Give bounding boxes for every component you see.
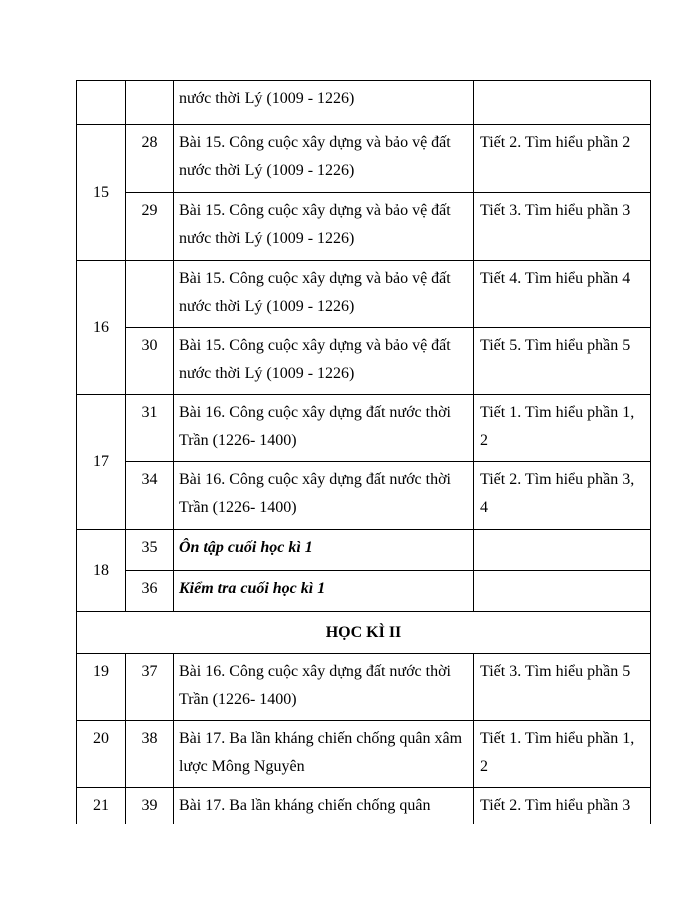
table-row [77,530,651,571]
table-row [77,571,651,612]
note-cell: Tiết 3. Tìm hiểu phần 3 [474,193,651,261]
week-cell: 15 [77,125,126,261]
note-cell [474,571,651,612]
period-cell: 34 [126,462,174,530]
note-cell [474,530,651,571]
note-cell: Tiết 2. Tìm hiểu phần 3, 4 [474,462,651,530]
lesson-cell: Bài 16. Công cuộc xây dựng đất nước thời Trần (1226- 1400) [174,654,474,721]
note-cell: Tiết 2. Tìm hiểu phần 3 [474,788,651,825]
period-cell: 36 [126,571,174,612]
note-cell: Tiết 1. Tìm hiểu phần 1, 2 [474,721,651,788]
table-row [77,654,651,721]
week-cell: 21 [77,788,126,825]
period-cell: 29 [126,193,174,261]
lesson-cell: Bài 15. Công cuộc xây dựng và bảo vệ đất nước thời Lý (1009 - 1226) [174,193,474,261]
note-cell: Tiết 2. Tìm hiểu phần 2 [474,125,651,193]
period-cell [126,261,174,328]
section-heading: HỌC KÌ II [77,612,651,654]
week-cell: 16 [77,261,126,395]
lesson-cell: Bài 17. Ba lần kháng chiến chống quân xâm lược Mông Nguyên [174,721,474,788]
week-cell: 18 [77,530,126,612]
period-cell: 39 [126,788,174,825]
period-cell: 37 [126,654,174,721]
lesson-cell: Bài 15. Công cuộc xây dựng và bảo vệ đất nước thời Lý (1009 - 1226) [174,328,474,395]
lesson-cell: Bài 16. Công cuộc xây dựng đất nước thời Trần (1226- 1400) [174,462,474,530]
lesson-cell: Bài 17. Ba lần kháng chiến chống quân [174,788,474,825]
lesson-cell: Bài 16. Công cuộc xây dựng đất nước thời Trần (1226- 1400) [174,395,474,462]
table-row [77,395,651,462]
table-row [77,328,651,395]
period-cell: 31 [126,395,174,462]
note-cell: Tiết 4. Tìm hiểu phần 4 [474,261,651,328]
note-cell: Tiết 1. Tìm hiểu phần 1, 2 [474,395,651,462]
week-cell: 19 [77,654,126,721]
note-cell [474,81,651,125]
week-cell [77,81,126,125]
week-cell: 17 [77,395,126,530]
table-row [77,125,651,193]
table-row [77,462,651,530]
week-cell: 20 [77,721,126,788]
table-row [77,721,651,788]
note-cell: Tiết 3. Tìm hiểu phần 5 [474,654,651,721]
lesson-cell: nước thời Lý (1009 - 1226) [174,81,474,125]
period-cell [126,81,174,125]
table-row [77,81,651,125]
section-row [77,612,651,654]
lesson-cell: Bài 15. Công cuộc xây dựng và bảo vệ đất nước thời Lý (1009 - 1226) [174,261,474,328]
lesson-cell: Ôn tập cuối học kì 1 [174,530,474,571]
period-cell: 28 [126,125,174,193]
lesson-cell: Bài 15. Công cuộc xây dựng và bảo vệ đất nước thời Lý (1009 - 1226) [174,125,474,193]
period-cell: 38 [126,721,174,788]
table-row [77,261,651,328]
schedule-table [76,80,651,824]
period-cell: 35 [126,530,174,571]
period-cell: 30 [126,328,174,395]
lesson-cell: Kiểm tra cuối học kì 1 [174,571,474,612]
table-row [77,193,651,261]
note-cell: Tiết 5. Tìm hiểu phần 5 [474,328,651,395]
table-row [77,788,651,825]
